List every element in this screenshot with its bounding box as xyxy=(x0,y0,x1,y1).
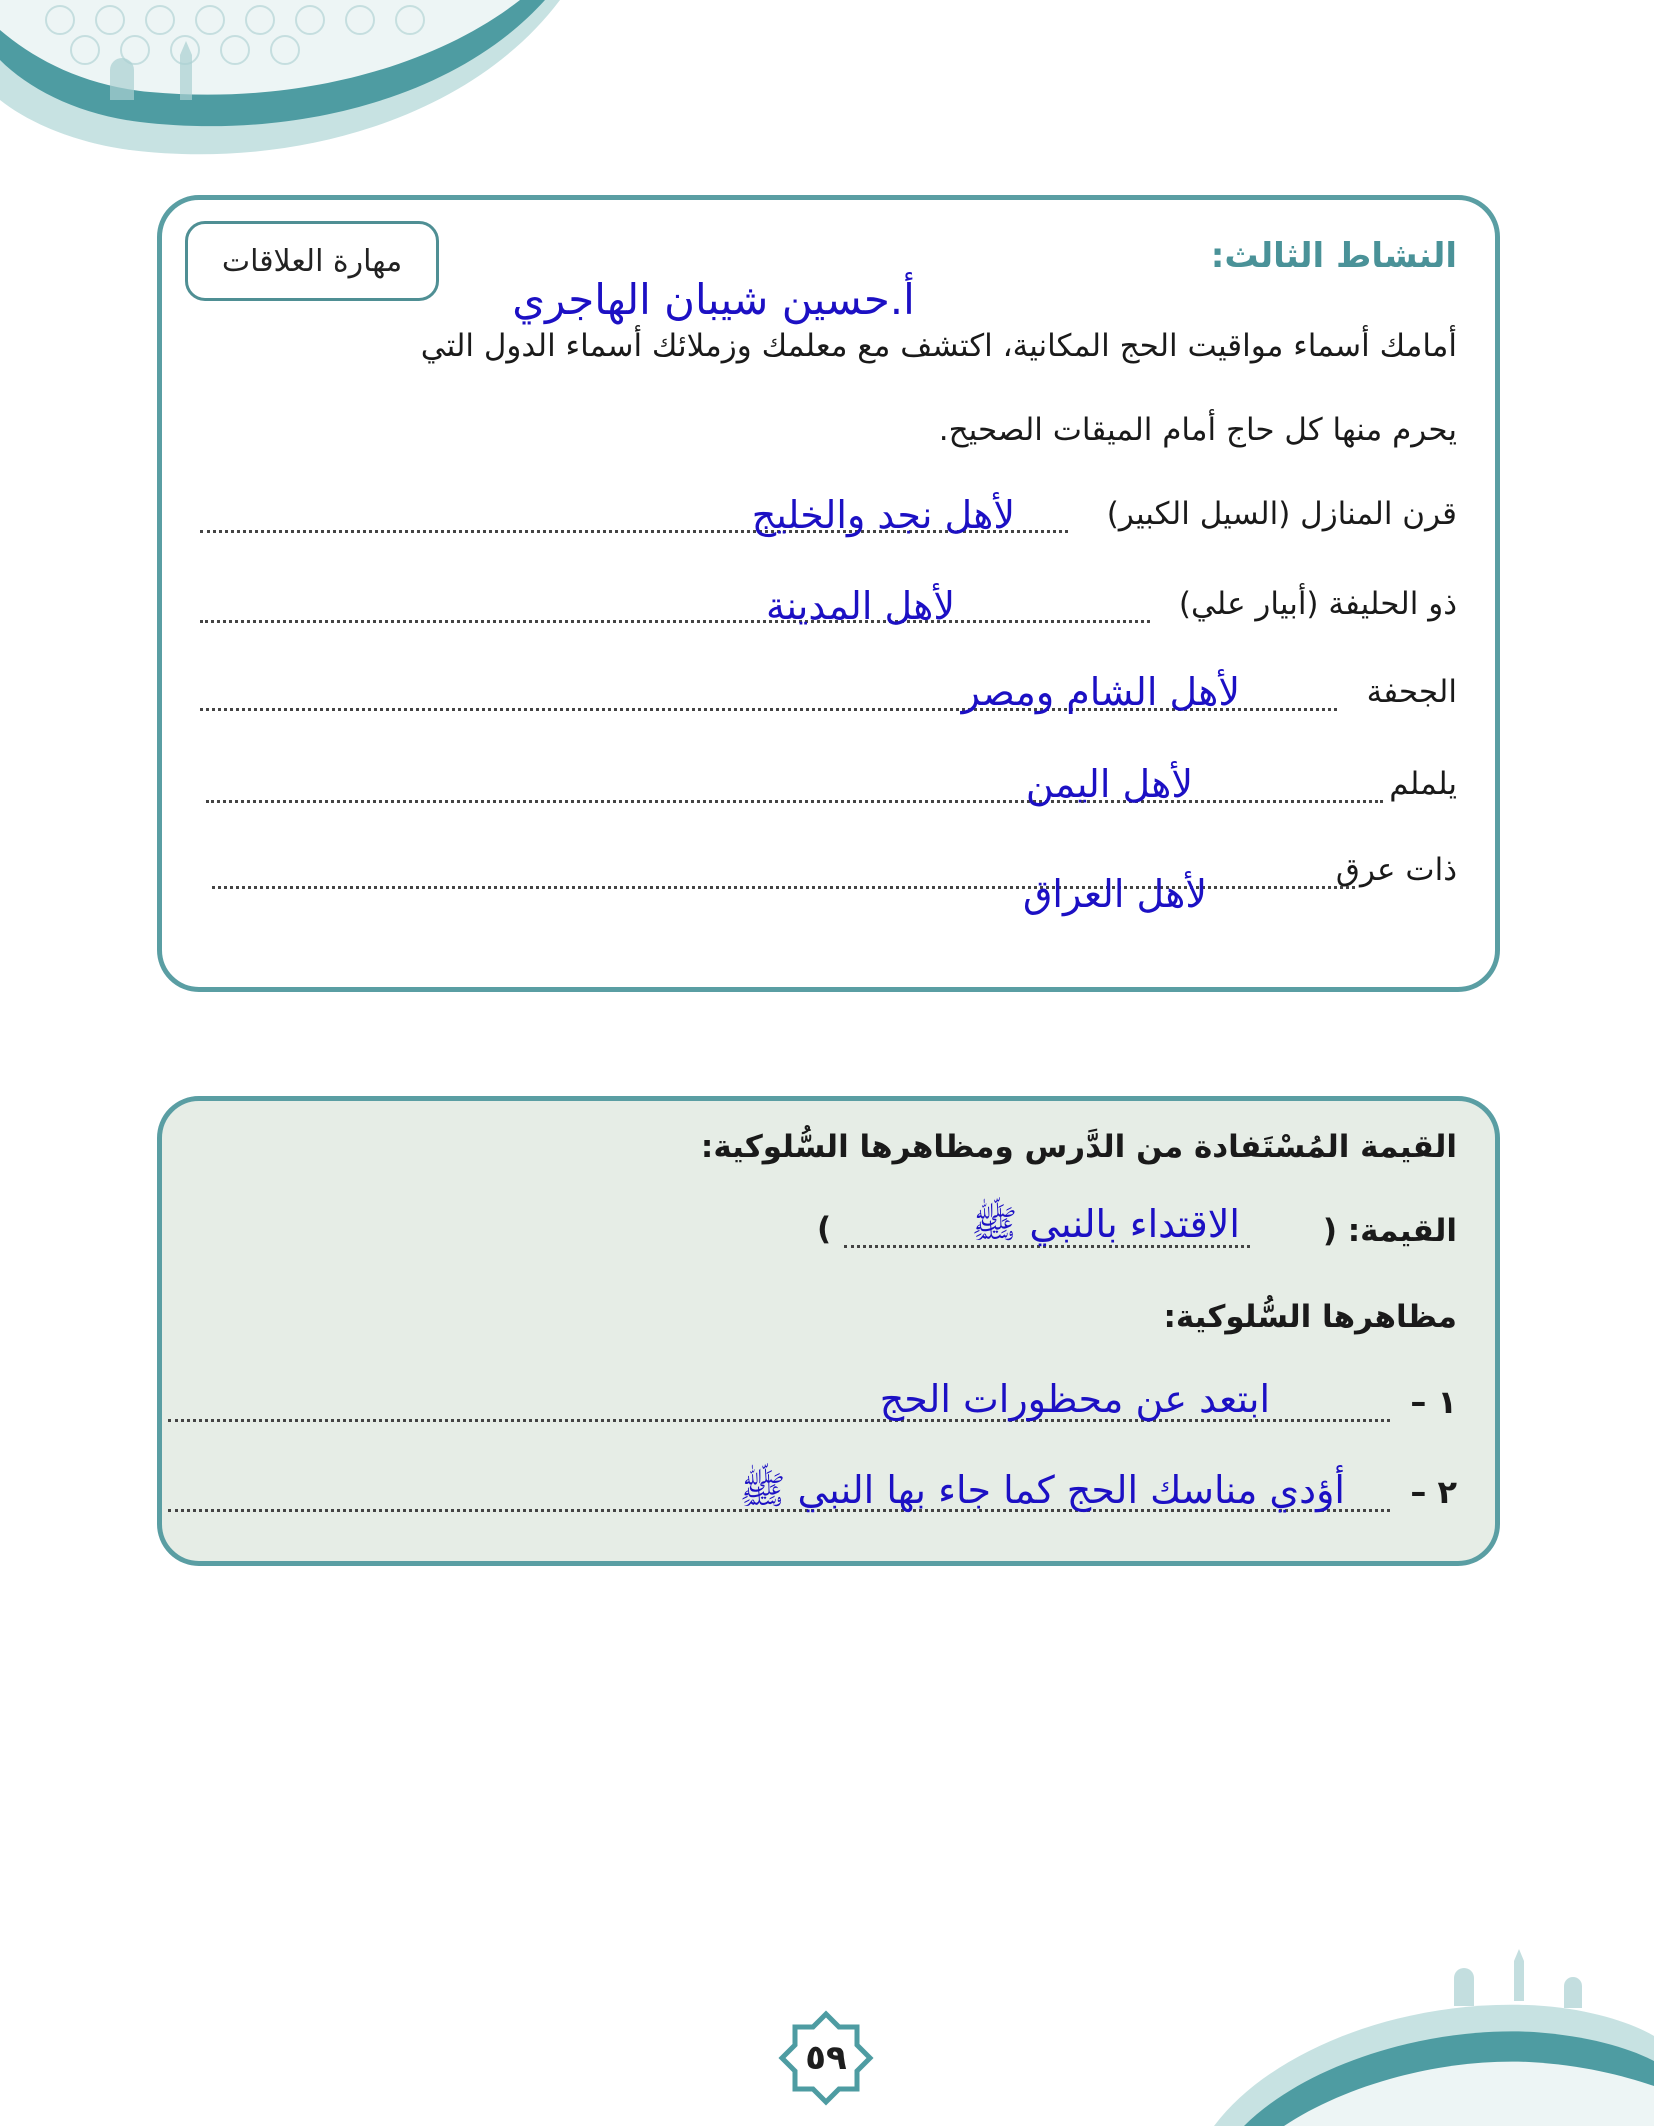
miqat-label-qarn: قرن المنازل (السيل الكبير) xyxy=(1106,496,1457,532)
miqat-label-dhul-hulayfa: ذو الحليفة (أبيار علي) xyxy=(1178,586,1457,622)
miqat-answer-dhul-hulayfa: لأهل المدينة xyxy=(765,584,955,628)
miqat-answer-yalamlam: لأهل اليمن xyxy=(1025,762,1193,806)
miqat-label-yalamlam: يلملم xyxy=(1389,766,1457,802)
value-answer: الاقتداء بالنبي ﷺ xyxy=(971,1202,1240,1246)
bottom-wave-decoration xyxy=(1214,1936,1654,2126)
instruction-line-2: يحرم منها كل حاج أمام الميقات الصحيح. xyxy=(938,412,1457,448)
answer-line xyxy=(206,800,1383,803)
value-close-paren: ) xyxy=(817,1211,832,1247)
page-number: ٥٩ xyxy=(805,2038,847,2078)
behavior-answer-2: أؤدي مناسك الحج كما جاء بها النبي ﷺ xyxy=(739,1468,1345,1512)
miqat-answer-qarn: لأهل نجد والخليج xyxy=(751,493,1015,537)
behaviors-heading: مظاهرها السُّلوكية: xyxy=(1163,1299,1457,1335)
miqat-answer-juhfa: لأهل الشام ومصر xyxy=(961,670,1240,714)
activity-box xyxy=(157,195,1500,992)
value-box xyxy=(157,1096,1500,1566)
value-label: القيمة: ( xyxy=(1322,1213,1457,1249)
miqat-label-dhat-irq: ذات عرق xyxy=(1335,852,1457,888)
activity-title: النشاط الثالث: xyxy=(1210,236,1457,276)
miqat-label-juhfa: الجحفة xyxy=(1366,674,1457,710)
instruction-line-1: أمامك أسماء مواقيت الحج المكانية، اكتشف مع معلمك وزملائك أسماء الدول التي xyxy=(420,328,1457,364)
value-heading: القيمة المُسْتَفادة من الدَّرس ومظاهرها السُّلوكية: xyxy=(700,1129,1457,1165)
teacher-name: أ.حسين شيبان الهاجري xyxy=(512,275,915,324)
top-wave-decoration xyxy=(0,0,560,170)
miqat-answer-dhat-irq: لأهل العراق xyxy=(1022,872,1207,916)
skill-badge: مهارة العلاقات xyxy=(185,221,439,301)
behavior-answer-1: ابتعد عن محظورات الحج xyxy=(879,1377,1270,1421)
page-number-badge xyxy=(778,2010,874,2106)
behavior-number-1: ١ – xyxy=(1410,1383,1457,1421)
answer-line xyxy=(200,620,1150,623)
behavior-number-2: ٢ – xyxy=(1410,1473,1457,1511)
